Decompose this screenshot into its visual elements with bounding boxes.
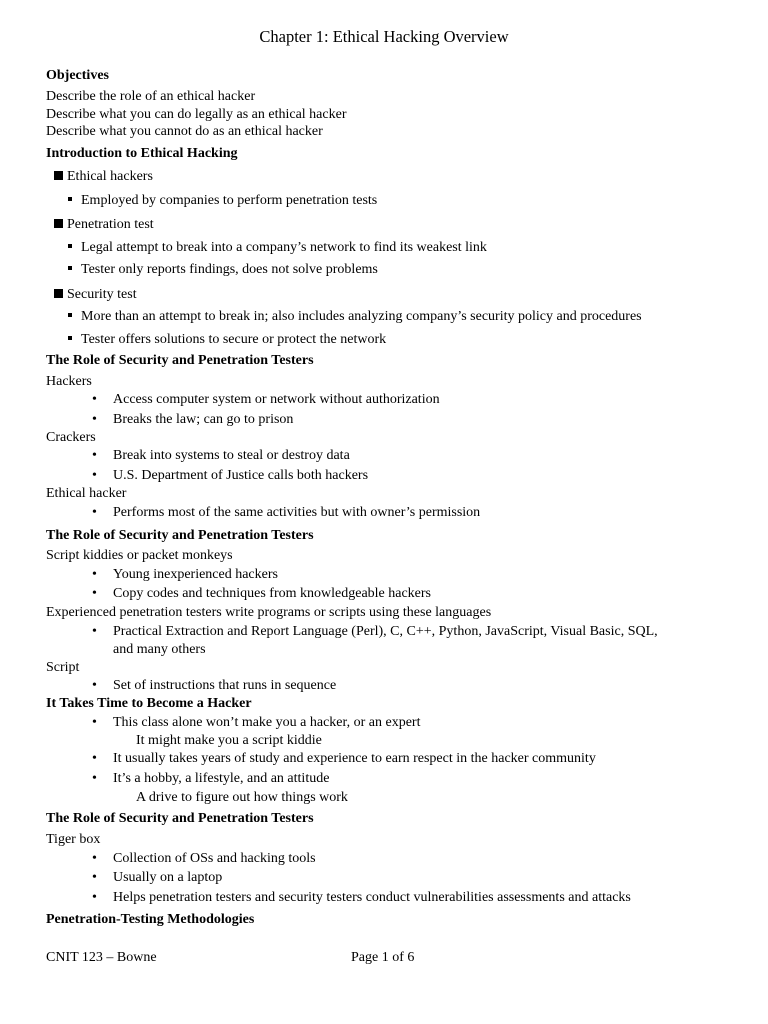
section-heading: The Role of Security and Penetration Testers	[46, 353, 314, 368]
list-item: Young inexperienced hackers	[113, 567, 278, 582]
intro-item: Legal attempt to break into a company’s network to find its weakest link	[68, 239, 487, 257]
bullet-icon: •	[92, 870, 97, 885]
section-heading: Penetration-Testing Methodologies	[46, 912, 255, 927]
section-heading: The Role of Security and Penetration Testers	[46, 811, 314, 826]
section-heading: The Role of Security and Penetration Testers	[46, 528, 314, 543]
small-square-bullet-icon	[68, 336, 72, 340]
list-subitem: It might make you a script kiddie	[136, 733, 322, 748]
list-item: It’s a hobby, a lifestyle, and an attitude	[113, 771, 330, 786]
square-bullet-icon	[54, 171, 63, 180]
bullet-icon: •	[92, 448, 97, 463]
bullet-icon: •	[92, 715, 97, 730]
objective-line: Describe what you can do legally as an ethical hacker	[46, 107, 347, 122]
bullet-icon: •	[92, 505, 97, 520]
square-bullet-icon	[54, 289, 63, 298]
list-item: This class alone won’t make you a hacker, or an expert	[113, 715, 421, 730]
footer-course: CNIT 123 – Bowne	[46, 950, 157, 965]
objectives-heading: Objectives	[46, 68, 109, 83]
list-item: Set of instructions that runs in sequence	[113, 678, 337, 693]
list-item: Practical Extraction and Report Language (Perl), C, C++, Python, JavaScript, Visual Basic, SQL,	[113, 624, 658, 639]
list-item: Copy codes and techniques from knowledgeable hackers	[113, 586, 432, 601]
term-label: Ethical hacker	[46, 486, 127, 501]
list-item: Performs most of the same activities but with owner’s permission	[113, 505, 481, 520]
objective-line: Describe what you cannot do as an ethical hacker	[46, 124, 323, 139]
bullet-icon: •	[92, 412, 97, 427]
list-item: Usually on a laptop	[113, 870, 223, 885]
bullet-icon: •	[92, 624, 97, 639]
small-square-bullet-icon	[68, 266, 72, 270]
term-label: Hackers	[46, 374, 92, 389]
section-heading: It Takes Time to Become a Hacker	[46, 696, 252, 711]
footer-page-number: Page 1 of 6	[351, 950, 415, 965]
list-item-continued: and many others	[113, 642, 206, 657]
intro-group-label: Security test	[54, 286, 137, 304]
list-item: Breaks the law; can go to prison	[113, 412, 294, 427]
intro-group-label: Penetration test	[54, 216, 154, 234]
bullet-icon: •	[92, 751, 97, 766]
list-item: Helps penetration testers and security testers conduct vulnerabilities assessments and attacks	[113, 890, 631, 905]
list-item: Access computer system or network without authorization	[113, 392, 440, 407]
intro-item: Tester offers solutions to secure or protect the network	[68, 331, 386, 349]
intro-group-label: Ethical hackers	[54, 168, 153, 186]
list-item: Break into systems to steal or destroy data	[113, 448, 350, 463]
list-item: U.S. Department of Justice calls both hackers	[113, 468, 369, 483]
square-bullet-icon	[54, 219, 63, 228]
list-item: Collection of OSs and hacking tools	[113, 851, 316, 866]
bullet-icon: •	[92, 851, 97, 866]
bullet-icon: •	[92, 890, 97, 905]
bullet-icon: •	[92, 567, 97, 582]
term-label: Crackers	[46, 430, 96, 445]
bullet-icon: •	[92, 678, 97, 693]
bullet-icon: •	[92, 586, 97, 601]
term-label: Script	[46, 660, 80, 675]
intro-heading: Introduction to Ethical Hacking	[46, 146, 238, 161]
list-item: It usually takes years of study and experience to earn respect in the hacker community	[113, 751, 596, 766]
term-label: Script kiddies or packet monkeys	[46, 548, 233, 563]
small-square-bullet-icon	[68, 244, 72, 248]
small-square-bullet-icon	[68, 313, 72, 317]
list-subitem: A drive to figure out how things work	[136, 790, 348, 805]
term-label: Experienced penetration testers write programs or scripts using these languages	[46, 605, 492, 620]
intro-item: Employed by companies to perform penetration tests	[68, 192, 377, 210]
page-title: Chapter 1: Ethical Hacking Overview	[259, 27, 509, 46]
small-square-bullet-icon	[68, 197, 72, 201]
objective-line: Describe the role of an ethical hacker	[46, 89, 256, 104]
bullet-icon: •	[92, 771, 97, 786]
bullet-icon: •	[92, 392, 97, 407]
intro-item: Tester only reports findings, does not solve problems	[68, 261, 378, 279]
intro-item: More than an attempt to break in; also includes analyzing company’s security policy and procedures	[68, 308, 642, 326]
term-label: Tiger box	[46, 832, 101, 847]
bullet-icon: •	[92, 468, 97, 483]
